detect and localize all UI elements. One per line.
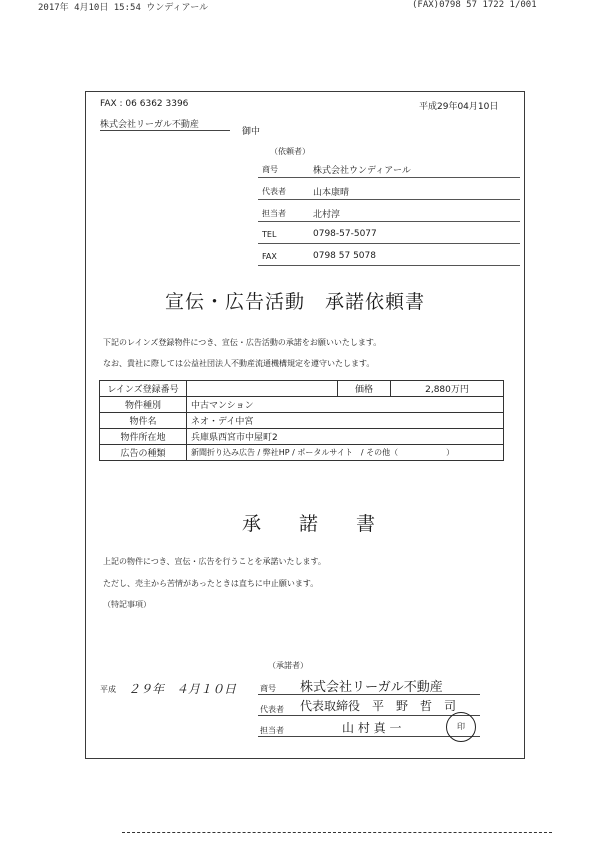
row-value: 新聞折り込み広告 / 弊社HP / ポータルサイト / その他（ ） <box>187 445 504 461</box>
recipient-honorific: 御中 <box>242 127 261 137</box>
row-label: 物件所在地 <box>100 429 187 445</box>
recipient-name: 株式会社リーガル不動産 <box>100 117 230 131</box>
recipient-fax-number: FAX : 06 6362 3396 <box>100 99 189 109</box>
sender-row-representative <box>258 184 520 200</box>
sender-company: 株式会社ウンディアール <box>313 166 411 176</box>
sender-fax: 0798 57 5078 <box>313 251 376 261</box>
document-date: 平成29年04月10日 <box>419 102 499 112</box>
document-title: 宣伝・広告活動 承諾依頼書 <box>165 291 426 313</box>
sender-row-company <box>258 162 520 178</box>
sender-row-contact <box>258 206 520 222</box>
approver-label: 担当者 <box>260 726 284 735</box>
approval-line-2: ただし、売主から苦情があったときは直ちに中止願います。 <box>103 579 319 588</box>
table-row <box>100 397 504 413</box>
footer-rule <box>122 832 552 833</box>
sender-contact: 北村淳 <box>313 210 341 220</box>
fax-header-right: (FAX)0798 57 1722 1/001 <box>412 0 537 10</box>
sender-caption: （依頼者） <box>270 147 310 156</box>
sender-row-fax <box>258 250 520 266</box>
property-table <box>99 380 504 461</box>
sender-label: 商号 <box>262 165 278 174</box>
sender-label: FAX <box>262 252 277 261</box>
request-line-2: なお、貴社に際しては公益社団法人不動産流通機構規定を遵守いたします。 <box>103 359 375 368</box>
approval-line-1: 上記の物件につき、宣伝・広告を行うことを承諾いたします。 <box>103 557 326 566</box>
approver-row-representative <box>258 697 480 716</box>
table-row <box>100 429 504 445</box>
row-value: 兵庫県西宮市中屋町2 <box>187 429 504 445</box>
sender-label: TEL <box>262 230 277 239</box>
approver-row-company <box>258 676 480 695</box>
fax-header-left: 2017年 4月10日 15:54 ウンディアール <box>38 3 209 13</box>
table-row <box>100 445 504 461</box>
row-label: 物件名 <box>100 413 187 429</box>
approval-title: 承 諾 書 <box>242 513 376 535</box>
sender-tel: 0798-57-5077 <box>313 229 377 239</box>
request-line-1: 下記のレインズ登録物件につき、宣伝・広告活動の承諾をお願いいたします。 <box>103 338 382 347</box>
approval-date-handwritten: ２９年 ４月１０日 <box>128 682 237 696</box>
sender-representative: 山本康晴 <box>313 188 350 198</box>
approver-contact: 山 村 真 一 <box>342 721 402 735</box>
personal-seal-stamp: 印 <box>446 712 476 742</box>
reins-value <box>187 381 338 397</box>
price-label: 価格 <box>338 381 391 397</box>
approver-label: 商号 <box>260 684 276 693</box>
special-notes-label: （特記事項） <box>103 600 151 609</box>
approver-label: 代表者 <box>260 705 284 714</box>
approval-date-prefix: 平成 <box>100 685 116 694</box>
approver-caption: （承諾者） <box>268 661 308 670</box>
approver-company: 株式会社リーガル不動産 <box>300 680 443 695</box>
sender-row-tel <box>258 228 520 244</box>
row-value: 中古マンション <box>187 397 504 413</box>
row-value: ネオ・デイ中宮 <box>187 413 504 429</box>
row-label: 広告の種類 <box>100 445 187 461</box>
table-row <box>100 413 504 429</box>
reins-label: レインズ登録番号 <box>100 381 187 397</box>
price-value: 2,880万円 <box>391 381 504 397</box>
sender-label: 代表者 <box>262 187 286 196</box>
table-row <box>100 381 504 397</box>
approver-representative: 代表取締役 平 野 哲 司 <box>300 699 457 713</box>
sender-label: 担当者 <box>262 209 286 218</box>
row-label: 物件種別 <box>100 397 187 413</box>
